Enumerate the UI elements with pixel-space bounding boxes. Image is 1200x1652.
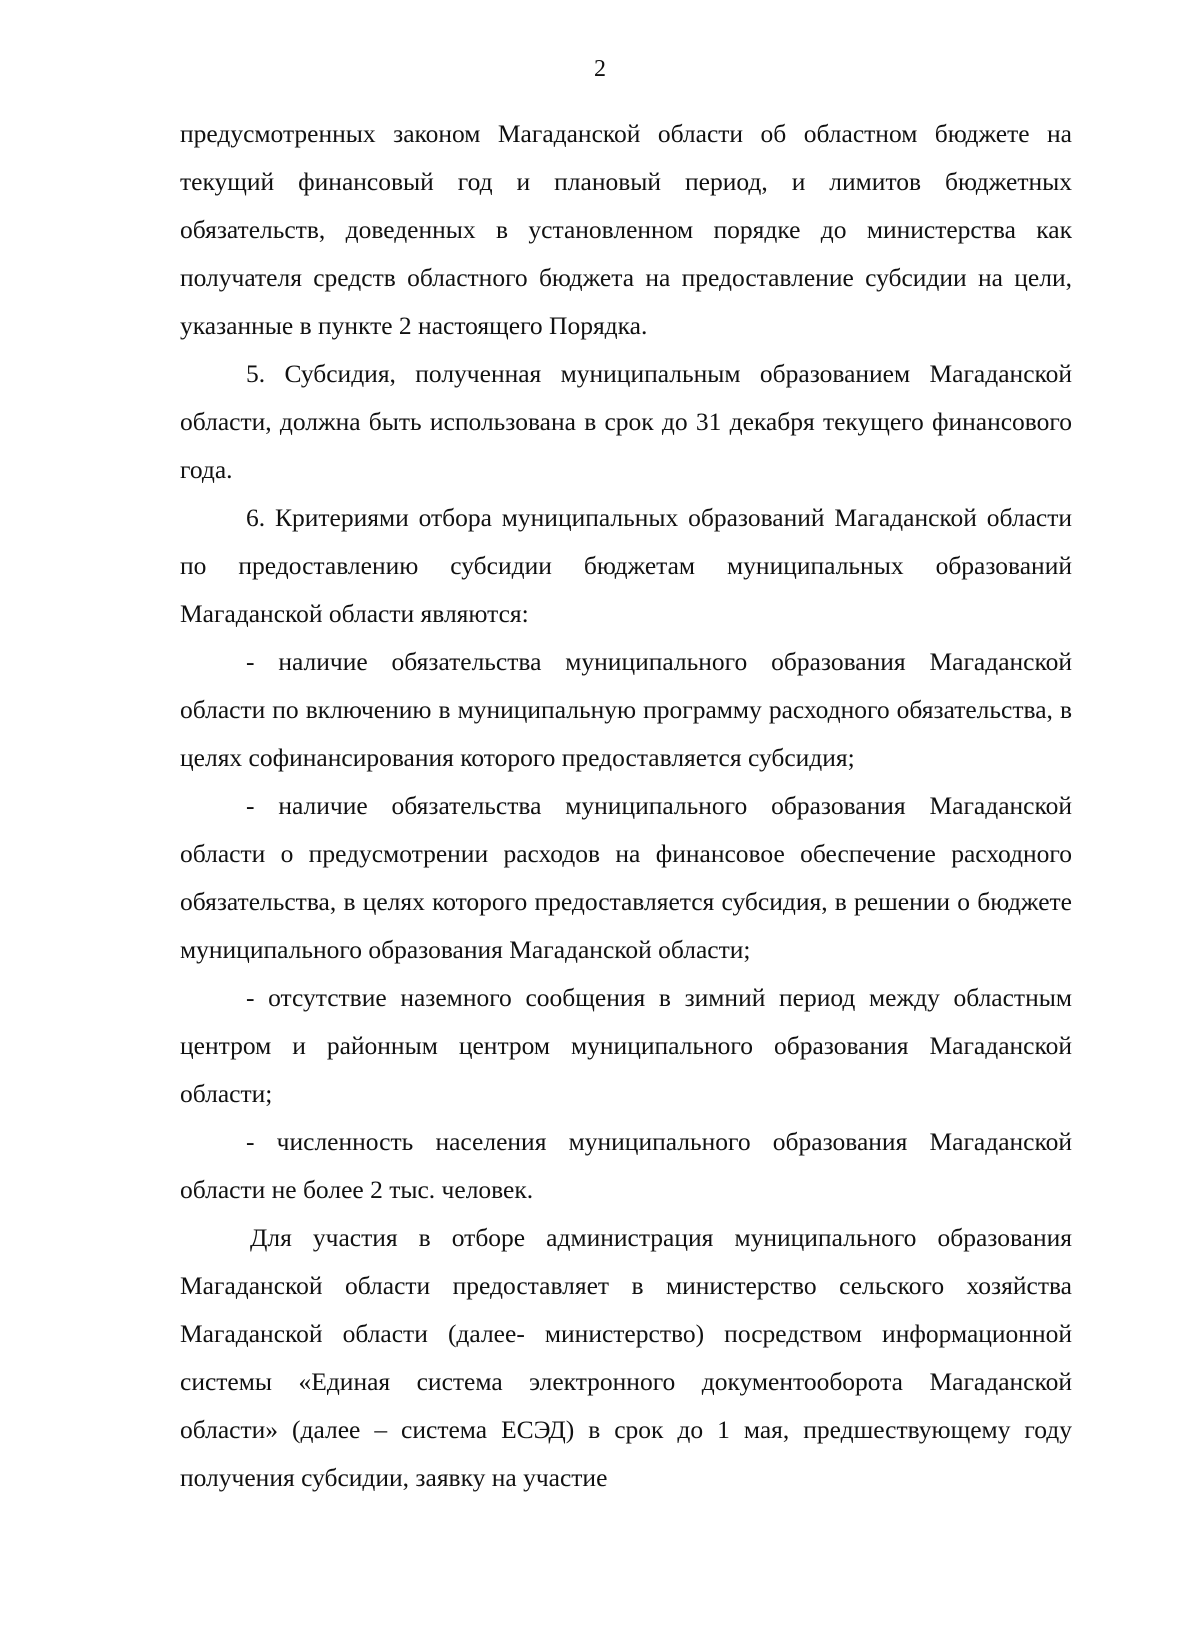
- page-number: 2: [594, 56, 606, 82]
- criterion-population: - численность населения муниципального образования Магаданской области не более 2 тыс. человек.: [180, 1127, 1072, 1204]
- criterion-no-ground-connection: - отсутствие наземного сообщения в зимний период между областным центром и районным центром муниципального образования Магаданской области;: [180, 983, 1072, 1108]
- paragraph-application: Для участия в отборе администрация муниципального образования Магаданской области предоставляет в министерство сельского хозяйства Магаданской области (далее- министерство) посредством информационной системы «Единая система электронного документооборота Магаданской области» (далее – система ЕСЭД) в срок до 1 мая, предшествующему году получения субсидии, заявку на участие: [180, 1223, 1072, 1492]
- paragraph-item-5: 5. Субсидия, полученная муниципальным образованием Магаданской области, должна быть использована в срок до 31 декабря текущего финансового года.: [180, 359, 1072, 484]
- paragraph-budget-limits: предусмотренных законом Магаданской области об областном бюджете на текущий финансовый год и плановый период, и лимитов бюджетных обязательств, доведенных в установленном порядке до министерства как получателя средств областного бюджета на предоставление субсидии на цели, указанные в пункте 2 настоящего Порядка.: [180, 119, 1072, 340]
- document-body: [180, 110, 1072, 1502]
- criterion-program-obligation: - наличие обязательства муниципального образования Магаданской области по включению в муниципальную программу расходного обязательства, в целях софинансирования которого предоставляется субсидия;: [180, 647, 1072, 772]
- criterion-budget-decision: - наличие обязательства муниципального образования Магаданской области о предусмотрении расходов на финансовое обеспечение расходного обязательства, в целях которого предоставляется субсидия, в решении о бюджете муниципального образования Магаданской области;: [180, 791, 1072, 964]
- paragraph-item-6: 6. Критериями отбора муниципальных образований Магаданской области по предоставлению субсидии бюджетам муниципальных образований Магаданской области являются:: [180, 503, 1072, 628]
